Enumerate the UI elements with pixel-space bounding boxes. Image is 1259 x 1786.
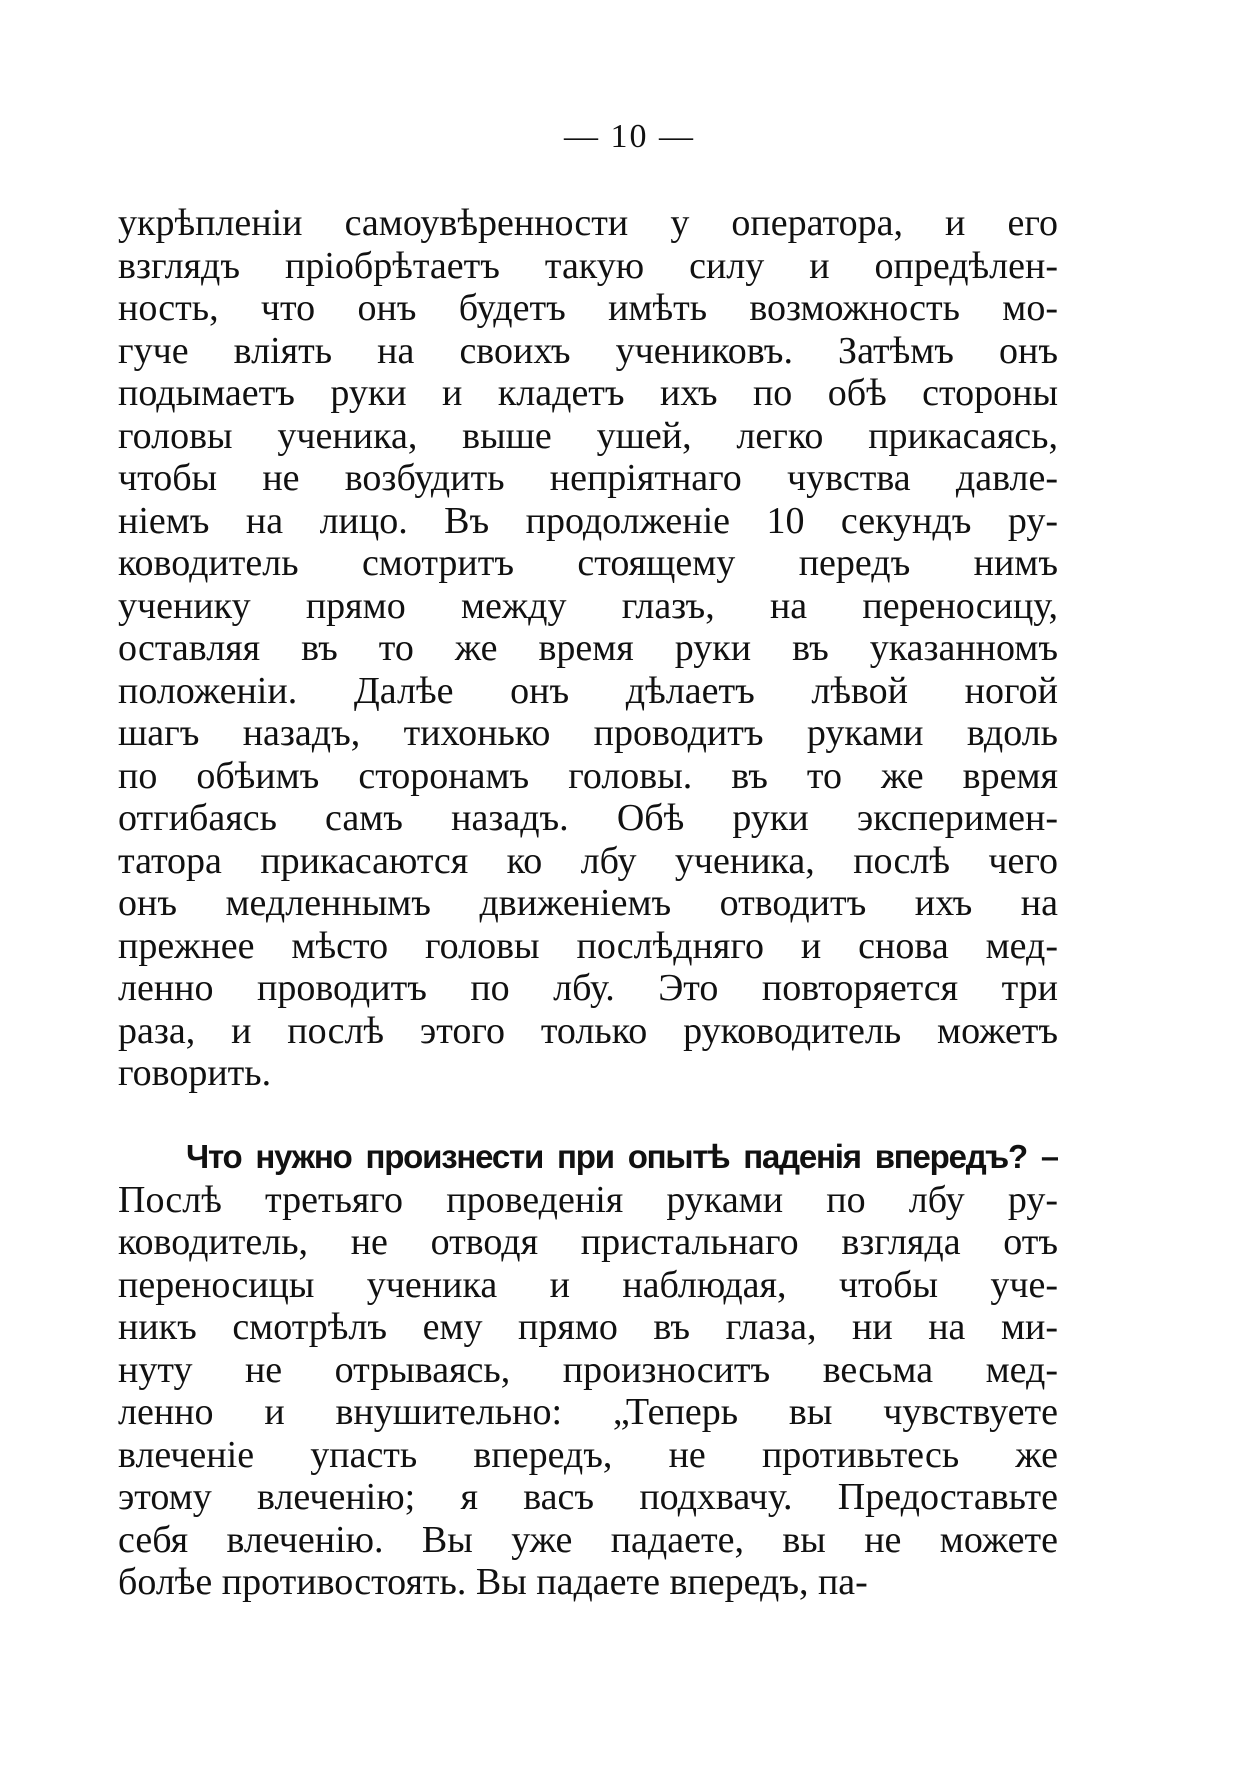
text-line: влеченіе упасть впередъ, не противьтесь же	[118, 1433, 1058, 1476]
text-line: себя влеченію. Вы уже падаете, вы не можете	[118, 1518, 1058, 1561]
paragraph-2	[118, 1136, 1058, 1604]
text-line: ленно проводитъ по лбу. Это повторяется три	[118, 967, 1058, 1009]
text-line: ученику прямо между глазъ, на переносицу,	[118, 584, 1058, 627]
section-heading: Что нужно произнести при опытѣ паденія впередъ? –	[186, 1138, 1058, 1175]
text-line: переносицы ученика и наблюдая, чтобы уче-	[118, 1263, 1058, 1306]
text-line: по обѣимъ сторонамъ головы. въ то же время	[118, 754, 1058, 797]
text-line: шагъ назадъ, тихонько проводитъ руками вдоль	[118, 712, 1058, 754]
page-number: — 10 —	[564, 118, 695, 155]
text-line: никъ смотрѣлъ ему прямо въ глаза, ни на ми-	[118, 1306, 1058, 1348]
text-line: ководитель, не отводя пристальнаго взгляда отъ	[118, 1221, 1058, 1263]
text-line: гуче влiять на своихъ учениковъ. Затѣмъ онъ	[118, 329, 1058, 372]
text-line: Послѣ третьяго проведенія руками по лбу ру-	[118, 1178, 1058, 1221]
text-line: ководитель смотритъ стоящему передъ нимъ	[118, 542, 1058, 584]
text-line: ность, что онъ будетъ имѣть возможность мо-	[118, 287, 1058, 329]
text-line: головы ученика, выше ушей, легко прикасаясь,	[118, 414, 1058, 457]
text-line: оставляя въ то же время руки въ указанномъ	[118, 627, 1058, 669]
text-line: положеніи. Далѣе онъ дѣлаетъ лѣвой ногой	[118, 669, 1058, 712]
text-line: этому влеченію; я васъ подхвачу. Предоставьте	[118, 1476, 1058, 1518]
text-line: раза, и послѣ этого только руководитель можетъ	[118, 1009, 1058, 1052]
text-line: нуту не отрываясь, произноситъ весьма мед-	[118, 1348, 1058, 1391]
text-line: ніемъ на лицо. Въ продолженіе 10 секундъ ру-	[118, 499, 1058, 542]
text-line: ленно и внушительно: „Теперь вы чувствуете	[118, 1391, 1058, 1433]
text-line: говорить.	[118, 1052, 272, 1094]
paragraph-1	[118, 202, 1058, 1095]
text-line: болѣе противостоять. Вы падаете впередъ, па-	[118, 1561, 868, 1603]
text-line: подымаетъ руки и кладетъ ихъ по обѣ стороны	[118, 372, 1058, 414]
text-line: чтобы не возбудить непріятнаго чувства давле-	[118, 457, 1058, 499]
text-line: взглядъ пріобрѣтаетъ такую силу и опредѣлен-	[118, 244, 1058, 287]
text-line: отгибаясь самъ назадъ. Обѣ руки эксперимен-	[118, 797, 1058, 839]
text-line: прежнее мѣсто головы послѣдняго и снова мед-	[118, 924, 1058, 967]
text-line: татора прикасаются ко лбу ученика, послѣ чего	[118, 839, 1058, 882]
text-line: онъ медленнымъ движеніемъ отводитъ ихъ на	[118, 882, 1058, 924]
text-line: укрѣпленіи самоувѣренности у оператора, и его	[118, 202, 1058, 244]
